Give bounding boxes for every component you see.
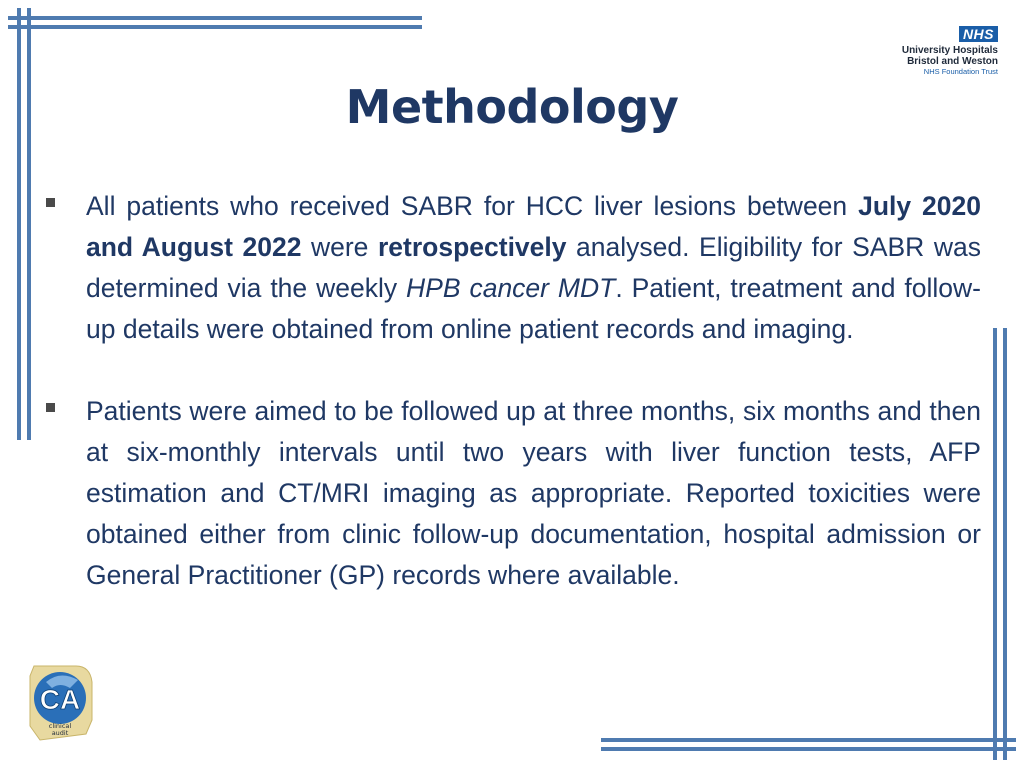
bullet-list (46, 186, 981, 596)
square-bullet-icon (46, 403, 55, 412)
frame-bar-left-2 (27, 8, 31, 440)
bullet-item (46, 391, 981, 596)
bullet-item (46, 186, 981, 350)
nhs-trust-name-line1: University Hospitals (901, 45, 998, 56)
page-title: Methodology (345, 80, 679, 134)
nhs-trust-name-line2: Bristol and Weston (907, 56, 998, 67)
text-segment-bold: July 2020 and August 2022 (86, 191, 981, 262)
frame-bar-bottom-1 (601, 738, 1016, 742)
text-segment: Patients were aimed to be followed up at three months, six months and then at six-monthly intervals until two years with liver function tests, AFP estimation and CT/MRI imaging as appropriate. Reported toxicities were obtained either from clinic follow-up documentation, hospital admission or General Practitioner (GP) records where available. (86, 396, 981, 590)
nhs-logo (902, 24, 998, 76)
ca-logo-initials: CA (39, 684, 81, 715)
text-segment: were (301, 232, 378, 262)
text-segment: All patients who received SABR for HCC liver lesions between (86, 191, 859, 221)
text-segment-italic: HPB cancer MDT (406, 273, 616, 303)
square-bullet-icon (46, 198, 55, 207)
frame-bar-top-1 (8, 16, 422, 20)
text-segment-bold: retrospectively (377, 232, 567, 262)
frame-bar-bottom-2 (601, 747, 1016, 751)
frame-bar-top-2 (8, 25, 422, 29)
frame-bar-left-1 (17, 8, 21, 440)
text-segment: analysed. Eligibility for SABR was determined via the weekly (86, 232, 981, 303)
nhs-badge: NHS (959, 26, 998, 42)
nhs-trust-subtitle: NHS Foundation Trust (923, 67, 998, 76)
ca-logo-caption-line2: audit (51, 729, 69, 737)
frame-bar-right-1 (993, 328, 997, 760)
bullet-text (86, 186, 981, 350)
clinical-audit-logo (26, 664, 94, 742)
ca-logo-caption-line1: clinical (48, 722, 72, 730)
text-segment: . Patient, treatment and follow-up details were obtained from online patient records and imaging. (86, 273, 982, 344)
frame-bar-right-2 (1003, 328, 1007, 760)
bullet-text (86, 391, 981, 596)
